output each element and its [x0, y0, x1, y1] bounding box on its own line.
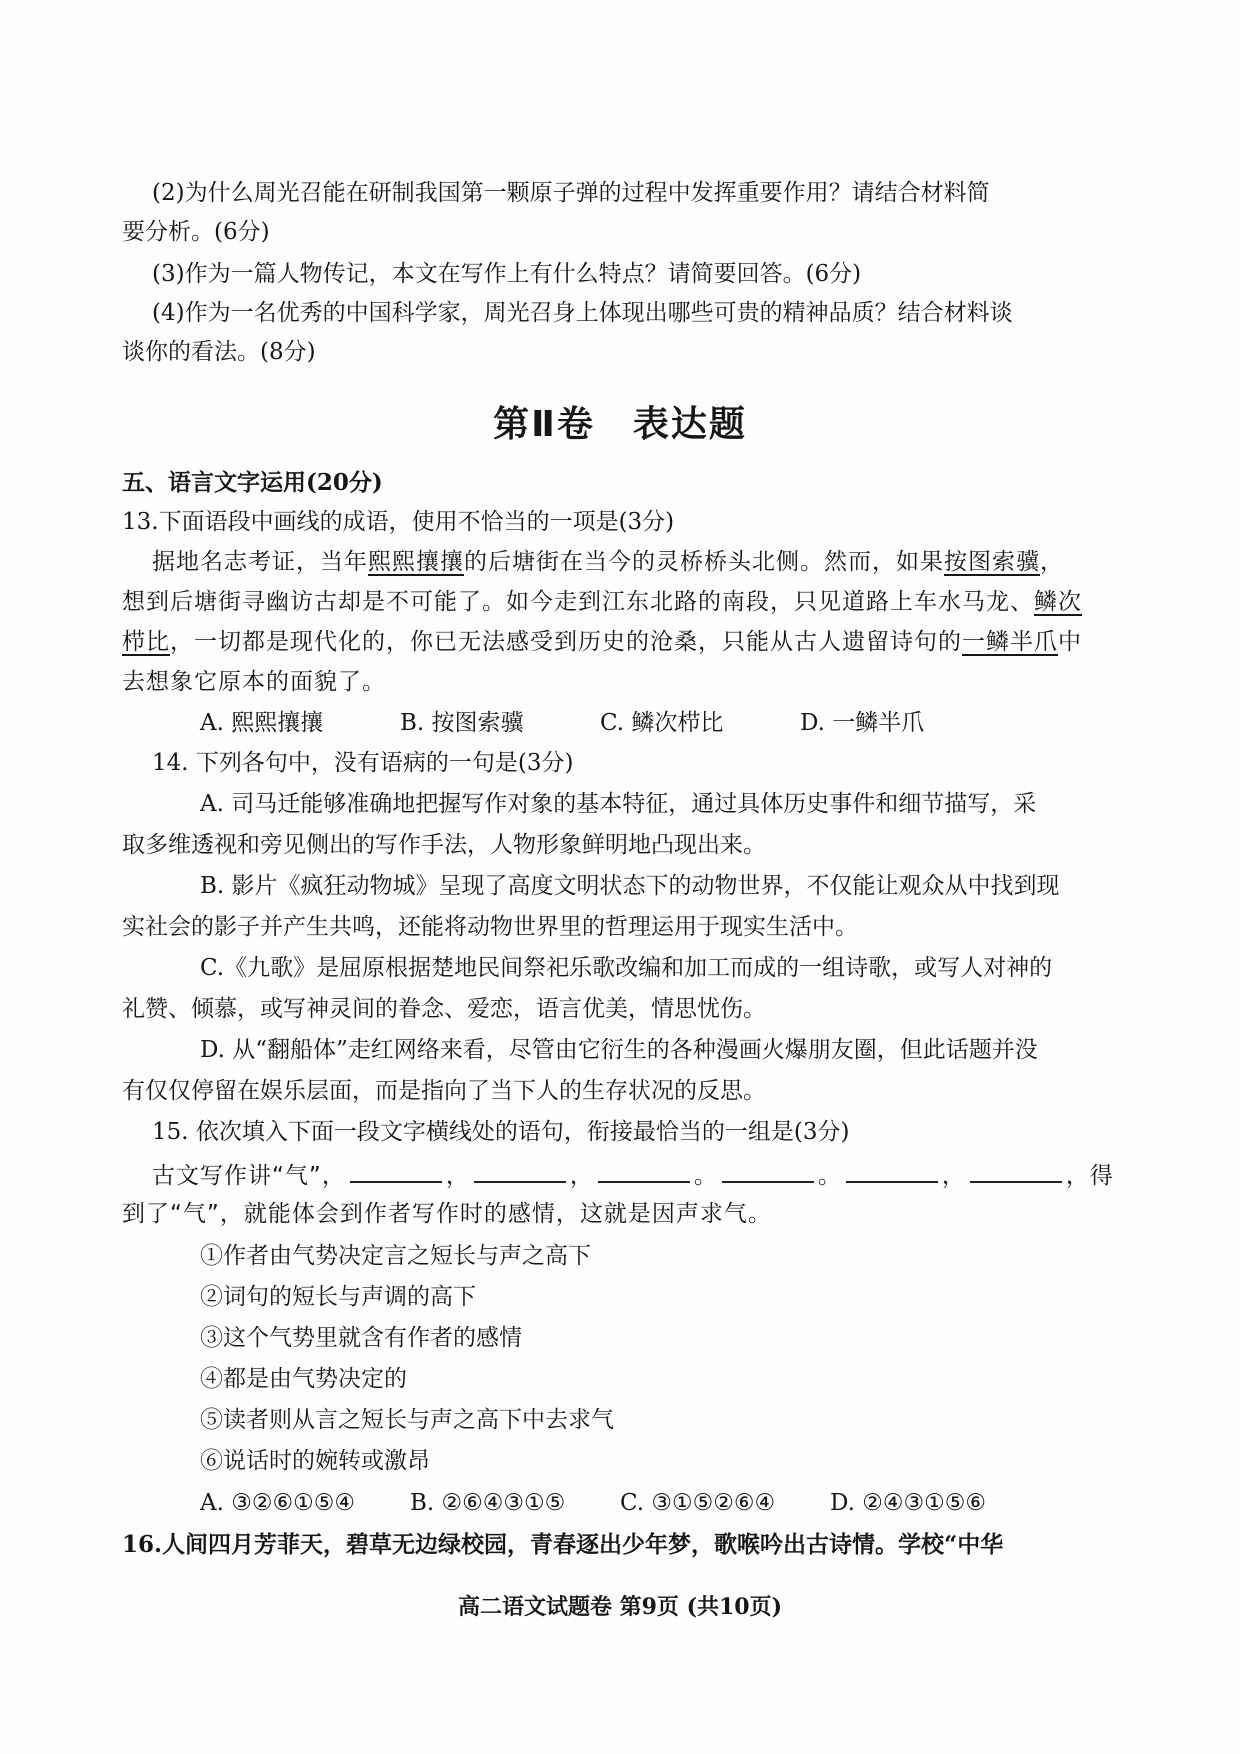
underlined-idiom: 按图索骥 — [944, 549, 1040, 575]
q15-passage-text: ，得 — [1065, 1163, 1114, 1189]
q15-option-b: B. ②⑥④③①⑤ — [410, 1490, 566, 1516]
q12-part4-line1: (4)作为一名优秀的中国科学家，周光召身上体现出哪些可贵的精神品质？结合材料谈 — [152, 300, 1013, 326]
fill-blank — [474, 1159, 566, 1183]
q15-separator: ， — [941, 1163, 966, 1189]
q15-item-2: ②词句的短长与声调的高下 — [200, 1284, 476, 1310]
q14-option-c-line1: C.《九歌》是屈原根据楚地民间祭祀乐歌改编和加工而成的一组诗歌，或写人对神的 — [200, 955, 1053, 981]
q12-part2-line1: (2)为什么周光召能在研制我国第一颗原子弹的过程中发挥重要作用？请结合材料简 — [152, 180, 990, 206]
part5-heading: 五、语言文字运用(20分) — [122, 469, 383, 496]
q14-option-a-line1: A. 司马迁能够准确地把握写作对象的基本特征，通过具体历史事件和细节描写，采 — [200, 791, 1037, 817]
q12-part2-line2: 要分析。(6分) — [122, 219, 270, 245]
q13-passage-text: ，一切都是现代化的，你已无法感受到历史的沧桑，只能从古人遗留诗句的 — [170, 629, 962, 655]
q15-separator: 。 — [817, 1163, 842, 1189]
q15-passage-line2: 到了“气”，就能体会到作者写作时的感情，这就是因声求气。 — [122, 1201, 772, 1227]
q15-item-5: ⑤读者则从言之短长与声之高下中去求气 — [200, 1407, 614, 1433]
q13-passage-text: 的后塘街在当今的灵桥桥头北侧。然而，如果 — [464, 549, 944, 575]
q14-option-b-line1: B. 影片《疯狂动物城》呈现了高度文明状态下的动物世界，不仅能让观众从中找到现 — [200, 873, 1060, 899]
q15-item-6: ⑥说话时的婉转或激昂 — [200, 1448, 430, 1474]
q13-option-d: D. 一鳞半爪 — [800, 710, 925, 736]
q14-option-b-line2: 实社会的影子并产生共鸣，还能将动物世界里的哲理运用于现实生活中。 — [122, 914, 858, 940]
fill-blank — [598, 1159, 690, 1183]
q14-option-c-line2: 礼赞、倾慕，或写神灵间的眷念、爱恋，语言优美，情思忧伤。 — [122, 996, 766, 1022]
q14-option-d-line2: 有仅仅停留在娱乐层面，而是指向了当下人的生存状况的反思。 — [122, 1078, 766, 1104]
q15-item-4: ④都是由气势决定的 — [200, 1366, 407, 1392]
q15-option-d: D. ②④③①⑤⑥ — [830, 1490, 986, 1516]
q15-stem: 15. 依次填入下面一段文字横线处的语句，衔接最恰当的一组是(3分) — [152, 1119, 850, 1145]
q16-line1: 16.人间四月芳菲天，碧草无边绿校园，青春逐出少年梦，歌喉吟出古诗情。学校“中华 — [122, 1531, 1004, 1558]
q14-stem: 14. 下列各句中，没有语病的一句是(3分) — [152, 750, 574, 776]
q15-passage-line1 — [152, 1159, 1114, 1191]
q15-item-1: ①作者由气势决定言之短长与声之高下 — [200, 1243, 591, 1269]
page-footer: 高二语文试题卷 第9页 (共10页) — [457, 1594, 783, 1620]
q15-options — [200, 1488, 986, 1518]
q15-separator: 。 — [693, 1163, 718, 1189]
underlined-idiom: 鳞次 — [1034, 589, 1082, 615]
q15-option-c: C. ③①⑤②⑥④ — [620, 1490, 776, 1516]
q15-separator: ， — [445, 1163, 470, 1189]
q13-option-c: C. 鳞次栉比 — [600, 710, 724, 736]
q14-option-d-line1: D. 从“翻船体”走红网络来看，尽管由它衍生的各种漫画火爆朋友圈，但此话题并没 — [200, 1037, 1038, 1063]
q13-options — [200, 708, 924, 738]
fill-blank — [722, 1159, 814, 1183]
q13-stem: 13.下面语段中画线的成语，使用不恰当的一项是(3分) — [122, 509, 675, 535]
fill-blank — [846, 1159, 938, 1183]
q12-part4-line2: 谈你的看法。(8分) — [122, 339, 316, 365]
fill-blank — [350, 1159, 442, 1183]
fill-blank — [970, 1159, 1062, 1183]
q13-passage-line1 — [152, 547, 1064, 577]
q13-option-a: A. 熙熙攘攘 — [200, 710, 324, 736]
underlined-idiom: 栉比 — [122, 629, 170, 655]
q15-passage-text: 古文写作讲“气”， — [152, 1163, 346, 1189]
q13-option-b: B. 按图索骥 — [400, 710, 524, 736]
underlined-idiom: 熙熙攘攘 — [368, 549, 464, 575]
q15-option-a: A. ③②⑥①⑤④ — [200, 1490, 355, 1516]
q13-passage-line2 — [122, 587, 1082, 617]
q15-item-3: ③这个气势里就含有作者的感情 — [200, 1325, 522, 1351]
q12-part3-line1: (3)作为一篇人物传记，本文在写作上有什么特点？请简要回答。(6分) — [152, 261, 862, 287]
q13-passage-line4: 去想象它原本的面貌了。 — [122, 669, 386, 695]
q15-separator: ， — [569, 1163, 594, 1189]
q13-passage-line3 — [122, 627, 1082, 657]
q14-option-a-line2: 取多维透视和旁见侧出的写作手法，人物形象鲜明地凸现出来。 — [122, 832, 766, 858]
q13-passage-text: 想到后塘街寻幽访古却是不可能了。如今走到江东北路的南段，只见道路上车水马龙、 — [122, 589, 1034, 615]
q13-passage-text: ， — [1040, 549, 1064, 575]
underlined-idiom: 一鳞半爪 — [962, 629, 1058, 655]
q13-passage-text: 中 — [1058, 629, 1082, 655]
q13-passage-text: 据地名志考证，当年 — [152, 549, 368, 575]
section-title: 第Ⅱ卷 表达题 — [493, 404, 747, 445]
